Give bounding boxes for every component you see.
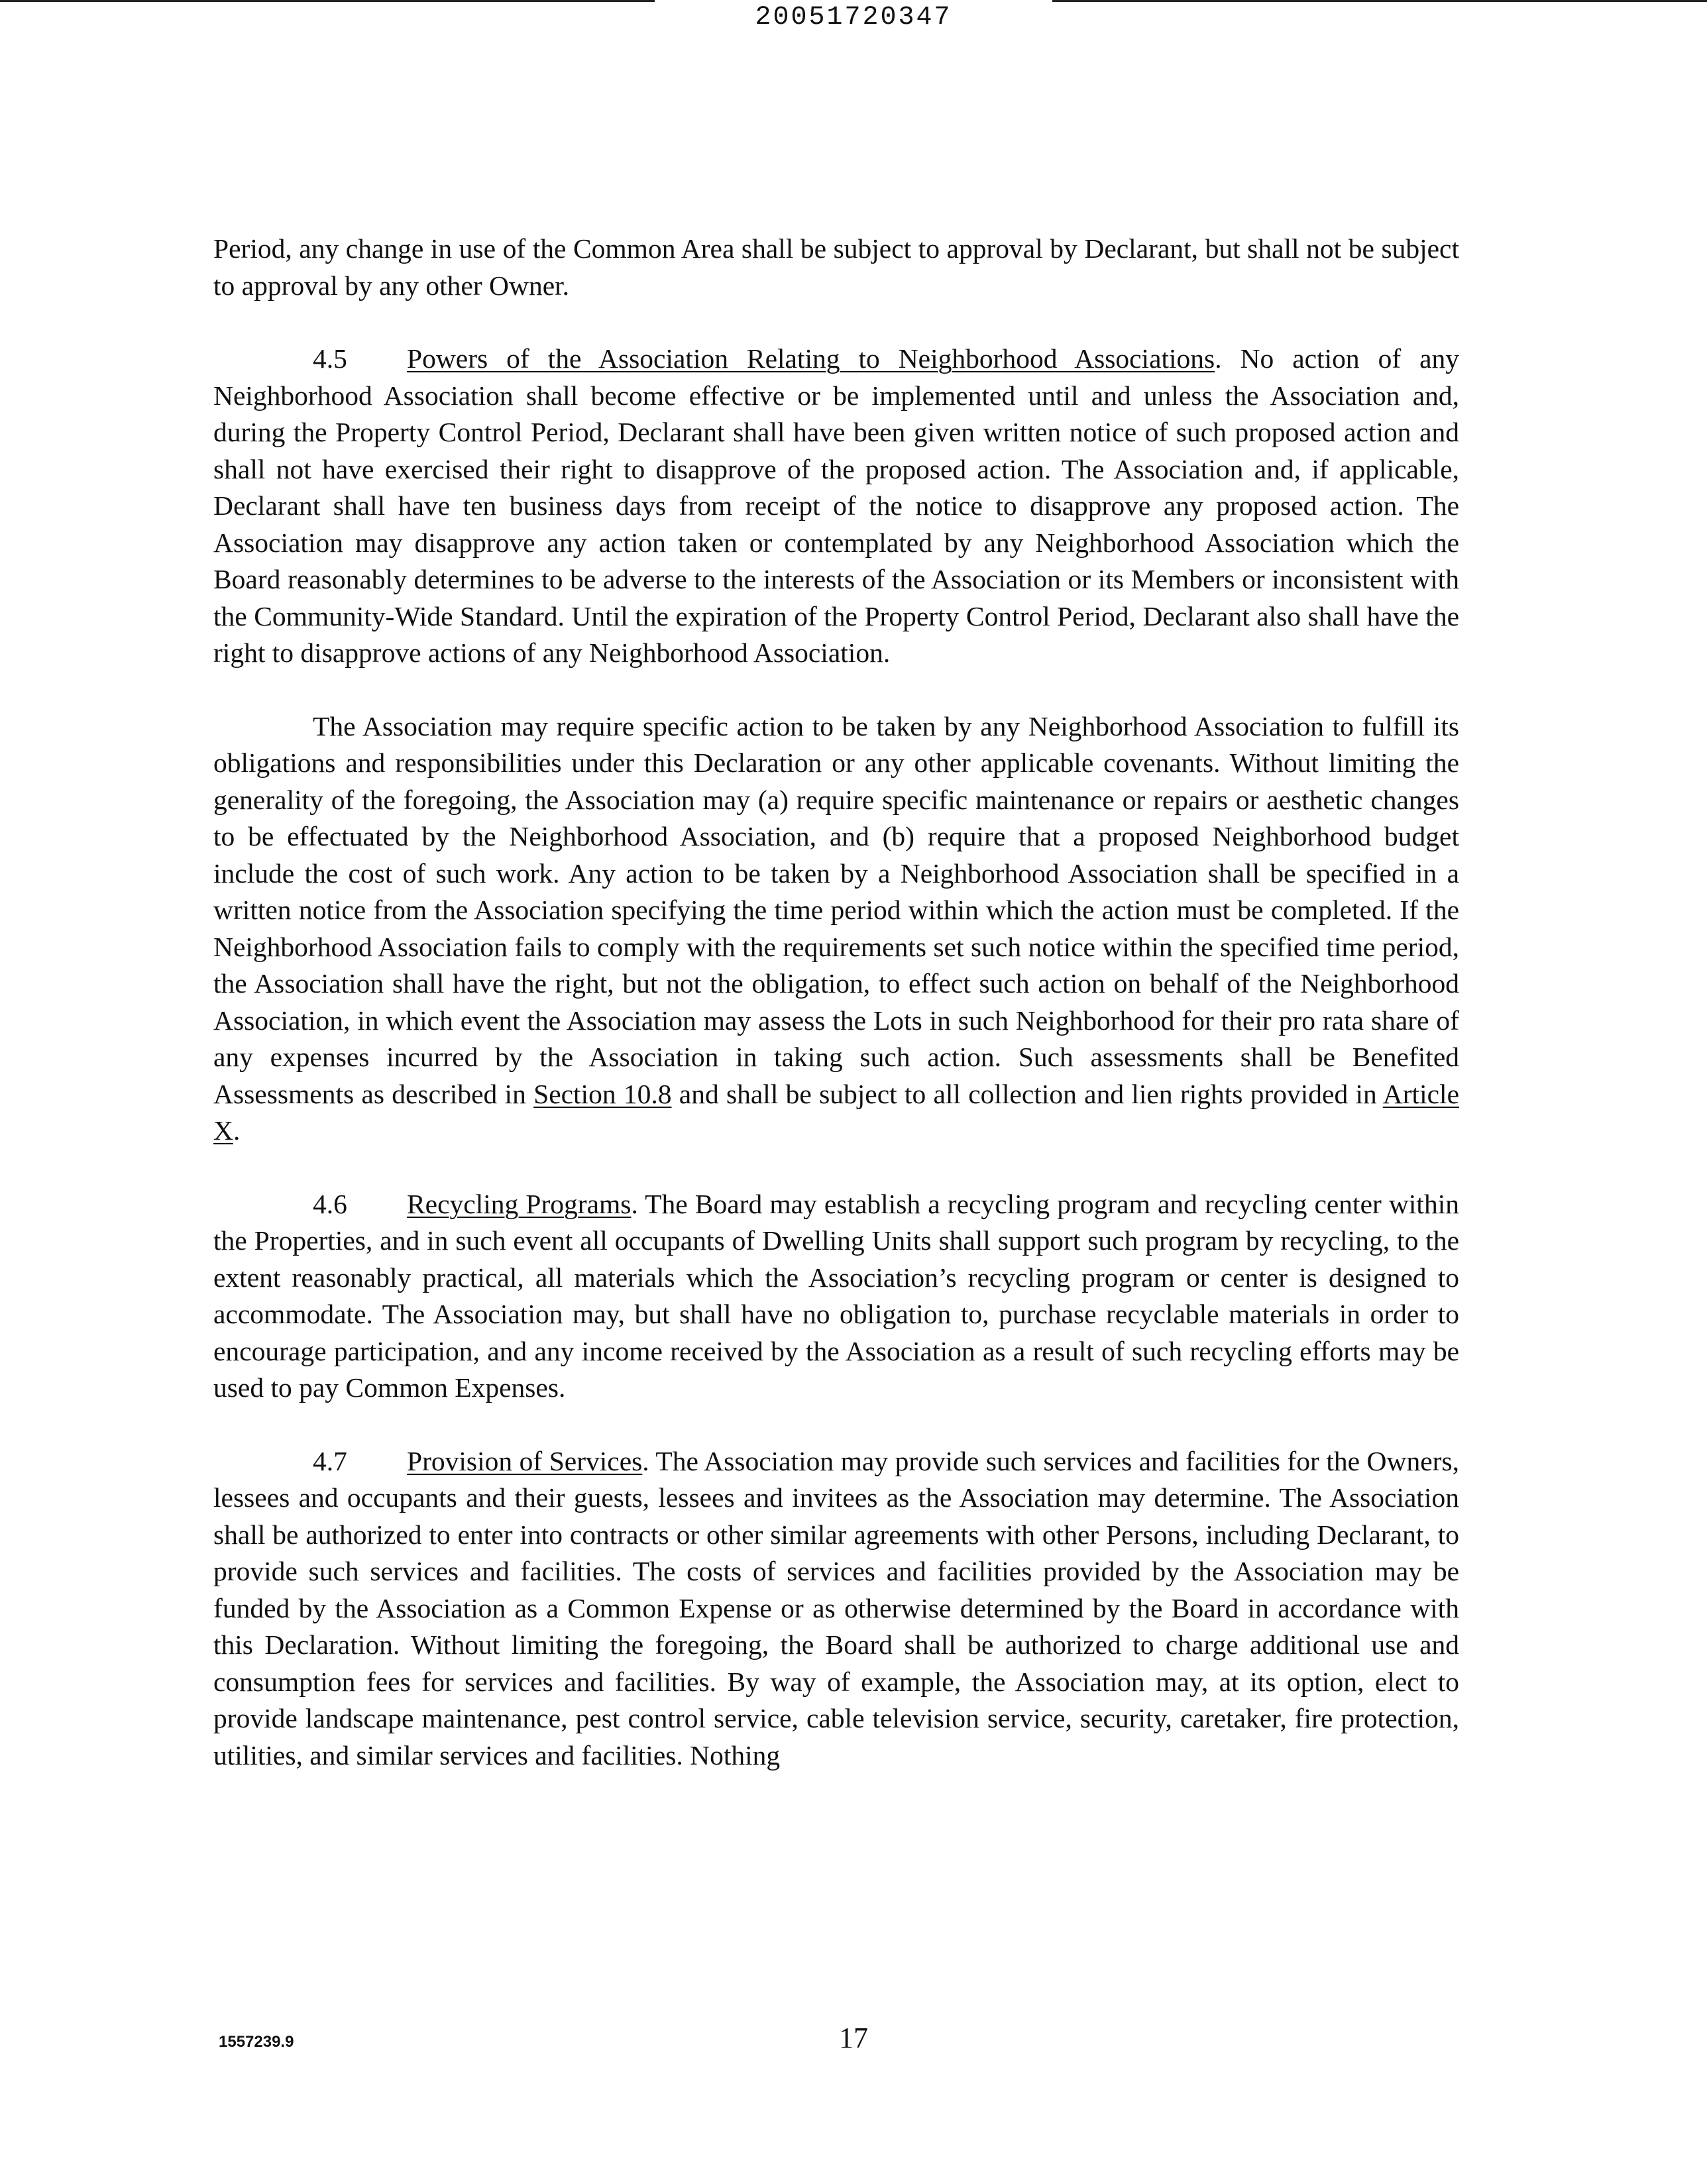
document-id: 1557239.9 [219, 2033, 294, 2051]
paragraph-text: The Association may require specific action to be taken by any Neighborhood Association to fulfill its obligations and responsibilities under this Declaration or any other applicable covenants. Without limiting the generality of the foregoing, the Association may (a) require specific maintenance or repairs or aesthetic changes to be effectuated by the Neighborhood Association, and (b) require that a proposed Neighborhood budget include the cost of such work. Any action to be taken by a Neighborhood Association shall be specified in a written notice from the Association specifying the time period within which the action must be completed. If the Neighborhood Association fails to comply with the requirements set such notice within the specified time period, the Association shall have the right, but not the obligation, to effect such action on behalf of the Neighborhood Association, in which event the Association may assess the Lots in such Neighborhood for their pro rata share of any expenses incurred by the Association in taking such action. Such assessments shall be Benefited Assessments as described in [213, 710, 1459, 1109]
document-body [213, 231, 1459, 1774]
section-number: 4.7 [313, 1445, 347, 1476]
paragraph-text: and shall be subject to all collection and lien rights provided in [671, 1078, 1383, 1109]
header-rule-right [1052, 0, 1707, 2]
section-number: 4.5 [313, 343, 347, 374]
section-text: . The Board may establish a recycling program and recycling center within the Properties, and in such event all occupants of Dwelling Units shall support such program by recycling, to the extent reasonably practical, all materials which the Association’s recycling program or center is designed to accommodate. The Association may, but shall have no obligation to, purchase recyclable materials in order to encourage participation, and any income received by the Association as a result of such recycling efforts may be used to pay Common Expenses. [213, 1188, 1459, 1403]
section-4-7 [213, 1443, 1459, 1774]
page-number: 17 [839, 2022, 868, 2054]
article-reference: Article X [213, 1078, 1459, 1146]
header-rule-left [0, 0, 655, 2]
section-title: Provision of Services [407, 1445, 643, 1476]
section-text: . The Association may provide such services and facilities for the Owners, lessees and occupants and their guests, lessees and invitees as the Association may determine. The Association shall be authorized to enter into contracts or other similar agreements with other Persons, including Declarant, to provide such services and facilities. The costs of services and facilities provided by the Association may be funded by the Association as a Common Expense or as otherwise determined by the Board in accordance with this Declaration. Without limiting the foregoing, the Board shall be authorized to charge additional use and consumption fees for services and facilities. By way of example, the Association may, at its option, elect to provide landscape maintenance, pest control service, cable television service, security, caretaker, fire protection, utilities, and similar services and facilities. Nothing [213, 1445, 1459, 1771]
paragraph-4-5-continued [213, 708, 1459, 1150]
paragraph-text: . [233, 1115, 241, 1146]
section-text: . No action of any Neighborhood Association shall become effective or be implemented until and unless the Association and, during the Property Control Period, Declarant shall have been given written notice of such proposed action and shall not have exercised their right to disapprove of the proposed action. The Association and, if applicable, Declarant shall have ten business days from receipt of the notice to disapprove any proposed action. The Association may disapprove any action taken or contemplated by any Neighborhood Association which the Board reasonably determines to be adverse to the interests of the Association or its Members or inconsistent with the Community-Wide Standard. Until the expiration of the Property Control Period, Declarant also shall have the right to disapprove actions of any Neighborhood Association. [213, 343, 1460, 668]
page-footer [0, 2021, 1707, 2061]
section-4-5 [213, 341, 1459, 672]
paragraph-text: Period, any change in use of the Common Area shall be subject to approval by Declarant, but shall not be subject to approval by any other Owner. [213, 233, 1459, 301]
document-number: 20051720347 [755, 3, 952, 32]
section-title: Recycling Programs [407, 1188, 632, 1219]
section-title: Powers of the Association Relating to Neighborhood Associations [407, 343, 1215, 374]
section-reference: Section 10.8 [533, 1078, 672, 1109]
section-number: 4.6 [313, 1188, 347, 1219]
section-4-6 [213, 1186, 1459, 1407]
paragraph-continuation [213, 231, 1459, 304]
